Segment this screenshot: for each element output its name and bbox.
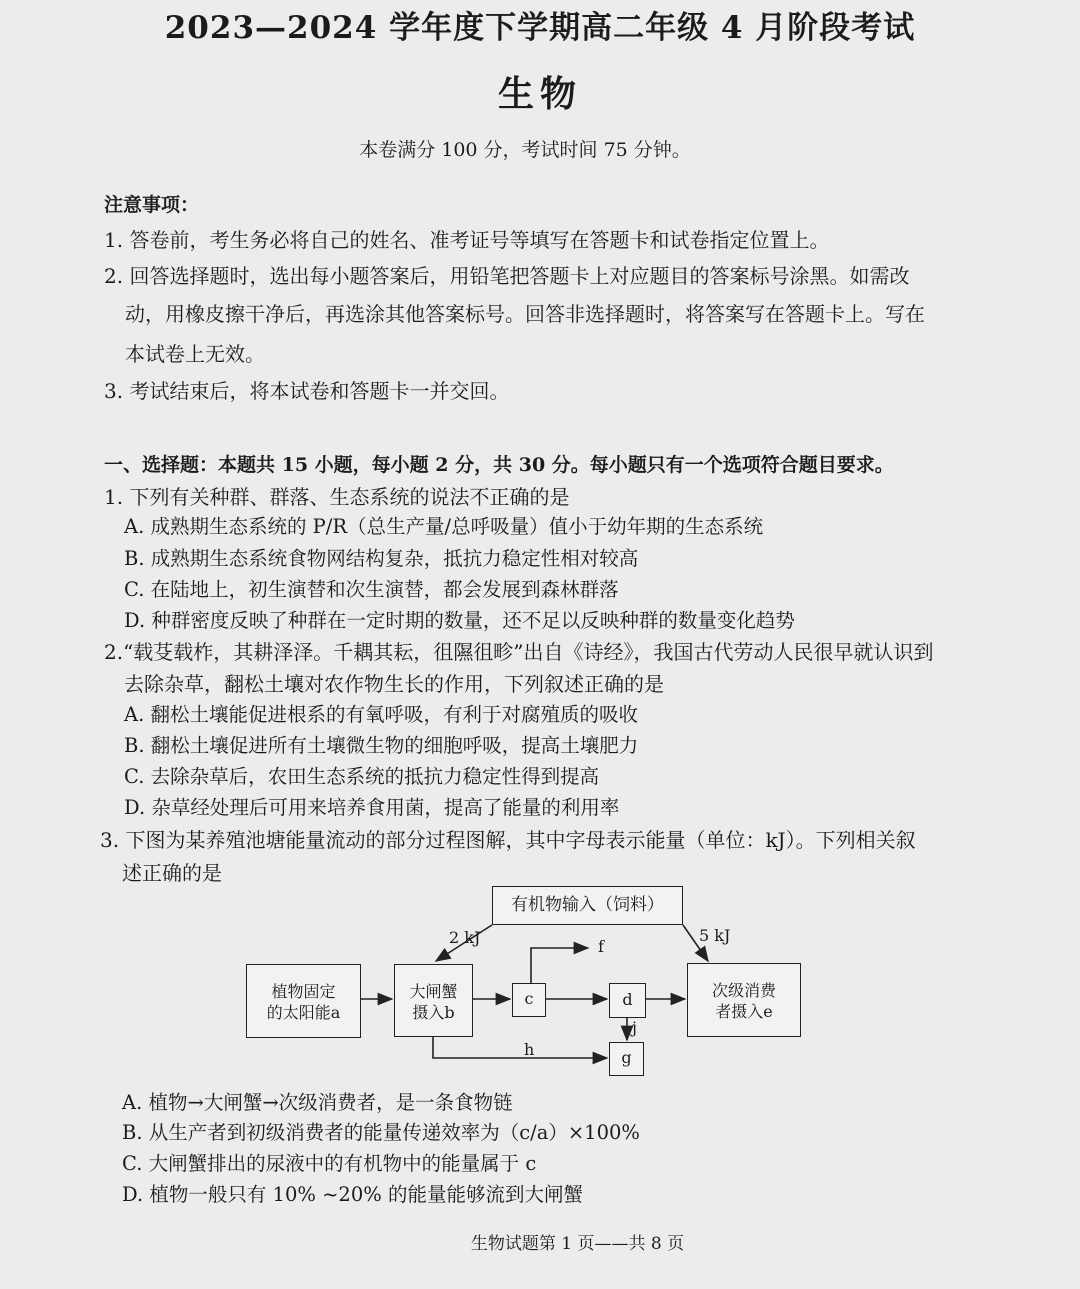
arrow-c-to-f bbox=[531, 948, 588, 984]
option-b: B. 从生产者到初级消费者的能量传递效率为（c/a）×100% bbox=[122, 1121, 640, 1144]
label-2kj: 2 kJ bbox=[449, 928, 481, 947]
crab-intake-box bbox=[394, 964, 473, 1037]
notice-line: 3. 考试结束后，将本试卷和答题卡一并交回。 bbox=[104, 379, 510, 403]
crab-label-line: 摄入b bbox=[412, 1003, 455, 1022]
label-f: f bbox=[598, 937, 604, 956]
option-c: C. 去除杂草后，农田生态系统的抵抗力稳定性得到提高 bbox=[124, 765, 600, 788]
section-heading: 一、选择题：本题共 15 小题，每小题 2 分，共 30 分。每小题只有一个选项符合题目要求。 bbox=[104, 454, 894, 476]
question-stem: 去除杂草，翻松土壤对农作物生长的作用，下列叙述正确的是 bbox=[124, 672, 664, 696]
subject-title: 生物 bbox=[497, 73, 582, 115]
label-j: j bbox=[632, 1018, 637, 1037]
crab-label-line: 大闸蟹 bbox=[409, 982, 458, 1001]
page-footer: 生物试题第 1 页——共 8 页 bbox=[470, 1234, 685, 1254]
notice-line: 1. 答卷前，考生务必将自己的姓名、准考证号等填写在答题卡和试卷指定位置上。 bbox=[104, 228, 830, 252]
notice-line: 2. 回答选择题时，选出每小题答案后，用铅笔把答题卡上对应题目的答案标号涂黑。如需改 bbox=[104, 264, 910, 288]
option-a: A. 翻松土壤能促进根系的有氧呼吸，有利于对腐殖质的吸收 bbox=[124, 703, 638, 726]
label-5kj: 5 kJ bbox=[699, 926, 731, 945]
question-stem: 2.“载芟载柞，其耕泽泽。千耦其耘，徂隰徂畛”出自《诗经》，我国古代劳动人民很早就认识到 bbox=[104, 640, 934, 664]
notice-line: 动，用橡皮擦干净后，再选涂其他答案标号。回答非选择题时，将答案写在答题卡上。写在 bbox=[125, 302, 925, 326]
organic-input-box: 有机物输入（饲料） bbox=[492, 886, 683, 925]
option-c: C. 在陆地上，初生演替和次生演替，都会发展到森林群落 bbox=[124, 578, 619, 601]
plant-label-line: 的太阳能a bbox=[266, 1003, 341, 1022]
option-b: B. 成熟期生态系统食物网结构复杂，抵抗力稳定性相对较高 bbox=[124, 547, 639, 570]
score-line: 本卷满分 100 分，考试时间 75 分钟。 bbox=[359, 139, 691, 161]
question-stem: 3. 下图为某养殖池塘能量流动的部分过程图解，其中字母表示能量（单位：kJ）。下列相关叙 bbox=[100, 828, 916, 852]
option-a: A. 成熟期生态系统的 P/R（总生产量/总呼吸量）值小于幼年期的生态系统 bbox=[124, 515, 764, 538]
notice-line: 本试卷上无效。 bbox=[125, 342, 265, 366]
option-a: A. 植物→大闸蟹→次级消费者，是一条食物链 bbox=[122, 1091, 513, 1114]
option-b: B. 翻松土壤促进所有土壤微生物的细胞呼吸，提高土壤肥力 bbox=[124, 734, 639, 757]
secondary-label-line: 次级消费 bbox=[711, 981, 776, 1000]
node-d: d bbox=[609, 983, 646, 1018]
notice-heading: 注意事项： bbox=[104, 194, 200, 216]
node-g: g bbox=[609, 1042, 644, 1076]
option-d: D. 种群密度反映了种群在一定时期的数量，还不足以反映种群的数量变化趋势 bbox=[124, 609, 795, 632]
label-h: h bbox=[524, 1040, 535, 1059]
option-c: C. 大闸蟹排出的尿液中的有机物中的能量属于 c bbox=[122, 1152, 537, 1175]
option-d: D. 杂草经处理后可用来培养食用菌，提高了能量的利用率 bbox=[124, 796, 620, 819]
question-stem: 1. 下列有关种群、群落、生态系统的说法不正确的是 bbox=[104, 485, 570, 509]
plant-label-line: 植物固定 bbox=[271, 982, 336, 1001]
option-d: D. 植物一般只有 10% ~20% 的能量能够流到大闸蟹 bbox=[122, 1183, 583, 1206]
plant-energy-box bbox=[246, 964, 361, 1038]
node-c: c bbox=[512, 983, 546, 1017]
secondary-consumer-box bbox=[687, 963, 801, 1037]
secondary-label-line: 者摄入e bbox=[715, 1002, 773, 1021]
question-stem: 述正确的是 bbox=[122, 861, 222, 885]
arrow-crab-to-g bbox=[433, 1037, 607, 1058]
exam-title: 2023—2024 学年度下学期高二年级 4 月阶段考试 bbox=[164, 10, 916, 46]
